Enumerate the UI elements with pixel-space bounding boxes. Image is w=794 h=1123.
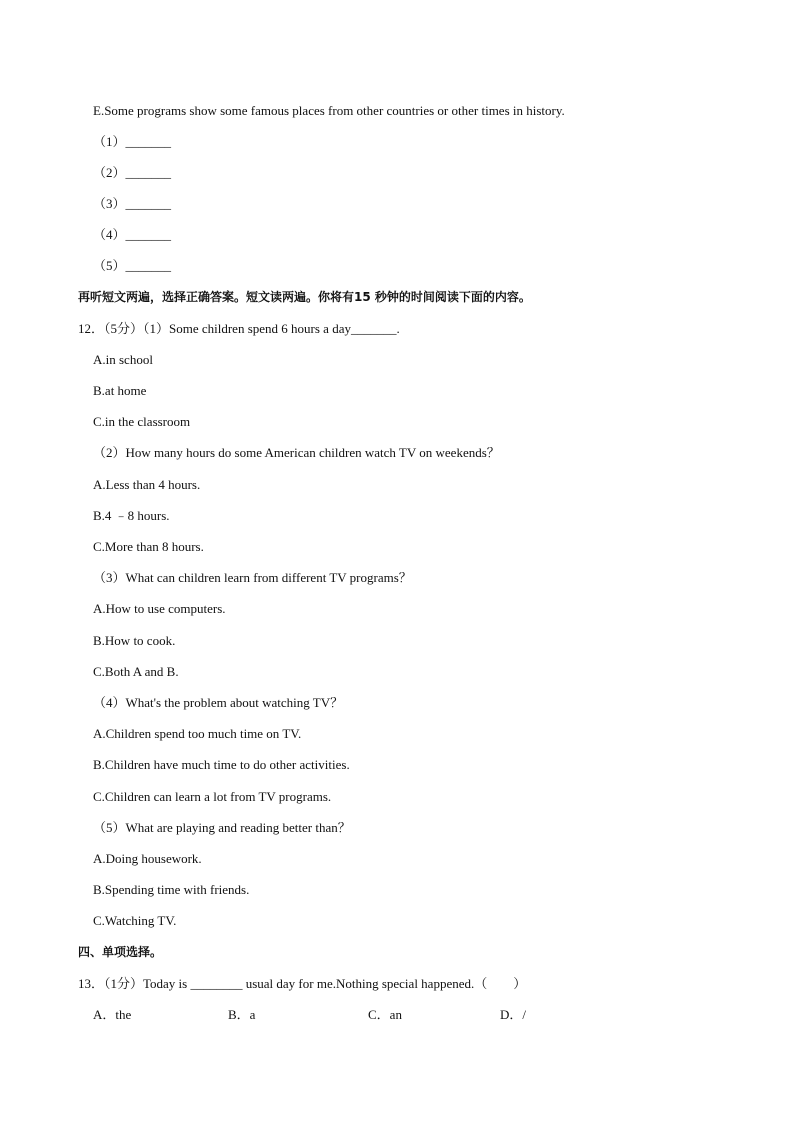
answer-blank-2[interactable]: （2）_______ [93, 165, 172, 180]
answer-blank-5[interactable]: （5）_______ [93, 258, 172, 273]
q12-1-option-b[interactable]: B.at home [93, 383, 147, 398]
q12-3-option-b[interactable]: B.How to cook. [93, 633, 176, 648]
q13-option-b[interactable]: B．a [228, 1007, 256, 1022]
q12-sub-5: （5）What are playing and reading better than？ [93, 820, 351, 835]
q12-4-option-b[interactable]: B.Children have much time to do other activities. [93, 757, 350, 772]
answer-blank-4[interactable]: （4）_______ [93, 227, 172, 242]
q12-1-option-a[interactable]: A.in school [93, 352, 153, 367]
question-13-stem: 13．（1分）Today is ________ usual day for me.Nothing special happened.（ ） [78, 976, 527, 991]
listening-instruction: 再听短文两遍，选择正确答案。短文读两遍。你将有15 秒钟的时间阅读下面的内容。 [78, 290, 531, 304]
q12-5-option-b[interactable]: B.Spending time with friends. [93, 882, 250, 897]
answer-blank-1[interactable]: （1）_______ [93, 134, 172, 149]
q13-option-d[interactable]: D．/ [500, 1007, 527, 1022]
answer-blank-3[interactable]: （3）_______ [93, 196, 172, 211]
q12-3-option-a[interactable]: A.How to use computers. [93, 601, 226, 616]
q12-1-option-c[interactable]: C.in the classroom [93, 414, 191, 429]
q13-option-a[interactable]: A．the [93, 1007, 132, 1022]
q12-2-option-c[interactable]: C.More than 8 hours. [93, 539, 204, 554]
q12-sub-2: （2）How many hours do some American children watch TV on weekends？ [93, 445, 500, 460]
question-12-stem: 12．（5分）（1）Some children spend 6 hours a day_______. [78, 321, 400, 336]
q12-4-option-c[interactable]: C.Children can learn a lot from TV programs. [93, 789, 332, 804]
q12-sub-3: （3）What can children learn from different TV programs？ [93, 570, 412, 585]
q12-5-option-c[interactable]: C.Watching TV. [93, 913, 177, 928]
q12-5-option-a[interactable]: A.Doing housework. [93, 851, 202, 866]
q12-2-option-a[interactable]: A.Less than 4 hours. [93, 477, 201, 492]
q12-sub-4: （4）What's the problem about watching TV？ [93, 695, 344, 710]
q12-4-option-a[interactable]: A.Children spend too much time on TV. [93, 726, 302, 741]
q12-2-option-b[interactable]: B.4 ﹣8 hours. [93, 508, 170, 523]
section-4-title: 四、单项选择。 [78, 945, 163, 959]
q13-option-c[interactable]: C．an [368, 1007, 402, 1022]
q12-3-option-c[interactable]: C.Both A and B. [93, 664, 179, 679]
option-e-text: E.Some programs show some famous places from other countries or other times in history. [93, 103, 565, 118]
